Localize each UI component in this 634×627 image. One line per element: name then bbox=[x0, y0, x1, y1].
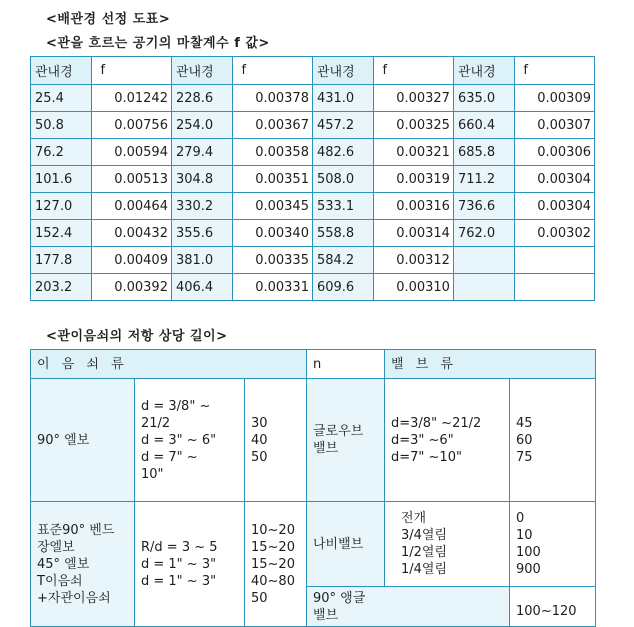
diameter-cell: 685.8 bbox=[453, 139, 514, 166]
elbow-conditions bbox=[135, 379, 245, 502]
butterfly-valve-label: 나비밸브 bbox=[307, 502, 385, 587]
angle-label-line: 90° 앵글 bbox=[313, 590, 366, 606]
bend-label-line: +자관이음쇠 bbox=[37, 590, 111, 606]
friction-table bbox=[30, 56, 595, 301]
angle-label-line: 밸브 bbox=[313, 607, 339, 623]
f-header: f bbox=[374, 57, 454, 85]
butterfly-cond-line: 1/4열림 bbox=[401, 562, 448, 577]
f-value-cell: 0.00331 bbox=[233, 274, 313, 301]
diameter-cell: 152.4 bbox=[31, 220, 92, 247]
bend-n-value: 15~20 bbox=[251, 539, 295, 555]
butterfly-n-value: 10 bbox=[516, 528, 533, 543]
diameter-cell: 50.8 bbox=[31, 112, 92, 139]
f-value-cell: 0.00594 bbox=[92, 139, 172, 166]
butterfly-conditions bbox=[385, 502, 510, 587]
f-value-cell: 0.00302 bbox=[515, 220, 595, 247]
f-value-cell: 0.00316 bbox=[374, 193, 454, 220]
diameter-cell: 457.2 bbox=[312, 112, 373, 139]
diameter-cell: 203.2 bbox=[31, 274, 92, 301]
globe-label-line: 글로우브 bbox=[313, 424, 364, 439]
resistance-header-row bbox=[31, 350, 596, 379]
f-value-cell: 0.00319 bbox=[374, 166, 454, 193]
fitting-header-label: 이 음 쇠 류 bbox=[37, 356, 128, 372]
bend-label-line: 45° 엘보 bbox=[37, 556, 90, 572]
diameter-cell: 609.6 bbox=[312, 274, 373, 301]
diameter-cell: 482.6 bbox=[312, 139, 373, 166]
diameter-header: 관내경 bbox=[171, 57, 232, 85]
bend-n-value: 15~20 bbox=[251, 556, 295, 572]
globe-valve-label bbox=[307, 379, 385, 502]
globe-cond-line: d=7" ~10" bbox=[391, 449, 462, 465]
friction-header-row bbox=[31, 57, 595, 85]
friction-row bbox=[31, 193, 595, 220]
butterfly-cond-line: 1/2열림 bbox=[401, 545, 448, 560]
diameter-cell: 127.0 bbox=[31, 193, 92, 220]
elbow-label: 90° 엘보 bbox=[31, 379, 135, 502]
f-value-cell: 0.00358 bbox=[233, 139, 313, 166]
f-value-cell: 0.00351 bbox=[233, 166, 313, 193]
elbow-cond-line: d = 7" ~ bbox=[141, 449, 198, 465]
diameter-cell: 177.8 bbox=[31, 247, 92, 274]
f-value-cell bbox=[515, 274, 595, 301]
globe-n-value: 45 bbox=[516, 415, 533, 431]
diameter-cell: 660.4 bbox=[453, 112, 514, 139]
bend-label bbox=[31, 502, 135, 627]
f-value-cell: 0.00304 bbox=[515, 193, 595, 220]
diameter-cell: 736.6 bbox=[453, 193, 514, 220]
valve-header bbox=[385, 350, 596, 379]
globe-n-value: 60 bbox=[516, 432, 533, 448]
f-header: f bbox=[233, 57, 313, 85]
diameter-cell bbox=[453, 274, 514, 301]
f-value-cell: 0.00367 bbox=[233, 112, 313, 139]
diameter-cell bbox=[453, 247, 514, 274]
f-value-cell: 0.00325 bbox=[374, 112, 454, 139]
friction-row bbox=[31, 112, 595, 139]
butterfly-n bbox=[510, 502, 596, 587]
friction-row bbox=[31, 139, 595, 166]
f-value-cell: 0.00304 bbox=[515, 166, 595, 193]
elbow-n-value: 30 bbox=[251, 415, 268, 431]
elbow-cond-line: 10" bbox=[141, 466, 164, 482]
bend-label-line: T이음쇠 bbox=[37, 573, 83, 589]
angle-n: 100~120 bbox=[510, 587, 596, 627]
butterfly-n-value: 100 bbox=[516, 545, 541, 560]
globe-cond-line: d=3" ~6" bbox=[391, 432, 454, 448]
f-header: f bbox=[92, 57, 172, 85]
bend-label-line: 장엘보 bbox=[37, 539, 75, 555]
f-value-cell: 0.00756 bbox=[92, 112, 172, 139]
diameter-cell: 406.4 bbox=[171, 274, 232, 301]
globe-cond-line: d=3/8" ~21/2 bbox=[391, 415, 482, 431]
bend-n-value: 10~20 bbox=[251, 522, 295, 538]
friction-row bbox=[31, 220, 595, 247]
elbow-row bbox=[31, 379, 596, 502]
f-value-cell: 0.00327 bbox=[374, 85, 454, 112]
f-header: f bbox=[515, 57, 595, 85]
resistance-table bbox=[30, 349, 596, 627]
diameter-cell: 635.0 bbox=[453, 85, 514, 112]
bend-conditions bbox=[135, 502, 245, 627]
diameter-cell: 431.0 bbox=[312, 85, 373, 112]
butterfly-cond-line: 3/4열림 bbox=[401, 528, 448, 543]
diameter-cell: 228.6 bbox=[171, 85, 232, 112]
friction-row bbox=[31, 85, 595, 112]
friction-row bbox=[31, 166, 595, 193]
bend-n-value: 50 bbox=[251, 590, 268, 606]
butterfly-n-value: 900 bbox=[516, 562, 541, 577]
bend-label-line: 표준90° 벤드 bbox=[37, 522, 115, 538]
globe-label-line: 밸브 bbox=[313, 441, 339, 456]
f-value-cell: 0.00432 bbox=[92, 220, 172, 247]
f-value-cell: 0.00340 bbox=[233, 220, 313, 247]
globe-n-value: 75 bbox=[516, 449, 533, 465]
angle-valve-label bbox=[307, 587, 510, 627]
elbow-n-value: 40 bbox=[251, 432, 268, 448]
bend-n bbox=[245, 502, 307, 627]
elbow-cond-line: d = 3/8" ~ bbox=[141, 398, 211, 414]
butterfly-cond-line: 전개 bbox=[401, 511, 427, 526]
butterfly-n-value: 0 bbox=[516, 511, 525, 526]
f-value-cell: 0.00309 bbox=[515, 85, 595, 112]
valve-header-label: 밸 브 류 bbox=[391, 356, 457, 372]
globe-n bbox=[510, 379, 596, 502]
f-value-cell: 0.00335 bbox=[233, 247, 313, 274]
diameter-cell: 508.0 bbox=[312, 166, 373, 193]
elbow-cond-line: d = 3" ~ 6" bbox=[141, 432, 217, 448]
elbow-cond-line: 21/2 bbox=[141, 415, 171, 431]
elbow-n bbox=[245, 379, 307, 502]
f-value-cell: 0.00392 bbox=[92, 274, 172, 301]
diameter-header: 관내경 bbox=[312, 57, 373, 85]
bend-cond-line: R/d = 3 ~ 5 bbox=[141, 539, 218, 555]
diameter-cell: 558.8 bbox=[312, 220, 373, 247]
diameter-cell: 279.4 bbox=[171, 139, 232, 166]
globe-conditions bbox=[385, 379, 510, 502]
f-value-cell: 0.00307 bbox=[515, 112, 595, 139]
bend-cond-line: d = 1" ~ 3" bbox=[141, 573, 217, 589]
diameter-cell: 533.1 bbox=[312, 193, 373, 220]
f-value-cell: 0.00310 bbox=[374, 274, 454, 301]
bend-cond-line: d = 1" ~ 3" bbox=[141, 556, 217, 572]
f-value-cell bbox=[515, 247, 595, 274]
friction-row bbox=[31, 274, 595, 301]
friction-row bbox=[31, 247, 595, 274]
diameter-cell: 355.6 bbox=[171, 220, 232, 247]
bend-n-value: 40~80 bbox=[251, 573, 295, 589]
f-value-cell: 0.00345 bbox=[233, 193, 313, 220]
diameter-cell: 101.6 bbox=[31, 166, 92, 193]
fitting-header bbox=[31, 350, 307, 379]
diameter-cell: 381.0 bbox=[171, 247, 232, 274]
diameter-cell: 25.4 bbox=[31, 85, 92, 112]
f-value-cell: 0.00464 bbox=[92, 193, 172, 220]
resistance-table-title: <관이음쇠의 저항 상당 길이> bbox=[46, 329, 228, 344]
f-value-cell: 0.00312 bbox=[374, 247, 454, 274]
diameter-cell: 330.2 bbox=[171, 193, 232, 220]
f-value-cell: 0.00306 bbox=[515, 139, 595, 166]
chart-title: <배관경 선정 도표> bbox=[46, 12, 171, 27]
diameter-header: 관내경 bbox=[453, 57, 514, 85]
elbow-n-value: 50 bbox=[251, 449, 268, 465]
f-value-cell: 0.00314 bbox=[374, 220, 454, 247]
diameter-cell: 584.2 bbox=[312, 247, 373, 274]
f-value-cell: 0.00409 bbox=[92, 247, 172, 274]
f-value-cell: 0.01242 bbox=[92, 85, 172, 112]
f-value-cell: 0.00321 bbox=[374, 139, 454, 166]
fitting-n-header: n bbox=[307, 350, 385, 379]
diameter-cell: 304.8 bbox=[171, 166, 232, 193]
friction-table-title: <관을 흐르는 공기의 마찰계수 f 값> bbox=[46, 36, 270, 51]
bend-row bbox=[31, 502, 596, 587]
f-value-cell: 0.00513 bbox=[92, 166, 172, 193]
diameter-cell: 762.0 bbox=[453, 220, 514, 247]
diameter-header: 관내경 bbox=[31, 57, 92, 85]
diameter-cell: 76.2 bbox=[31, 139, 92, 166]
f-value-cell: 0.00378 bbox=[233, 85, 313, 112]
diameter-cell: 254.0 bbox=[171, 112, 232, 139]
diameter-cell: 711.2 bbox=[453, 166, 514, 193]
